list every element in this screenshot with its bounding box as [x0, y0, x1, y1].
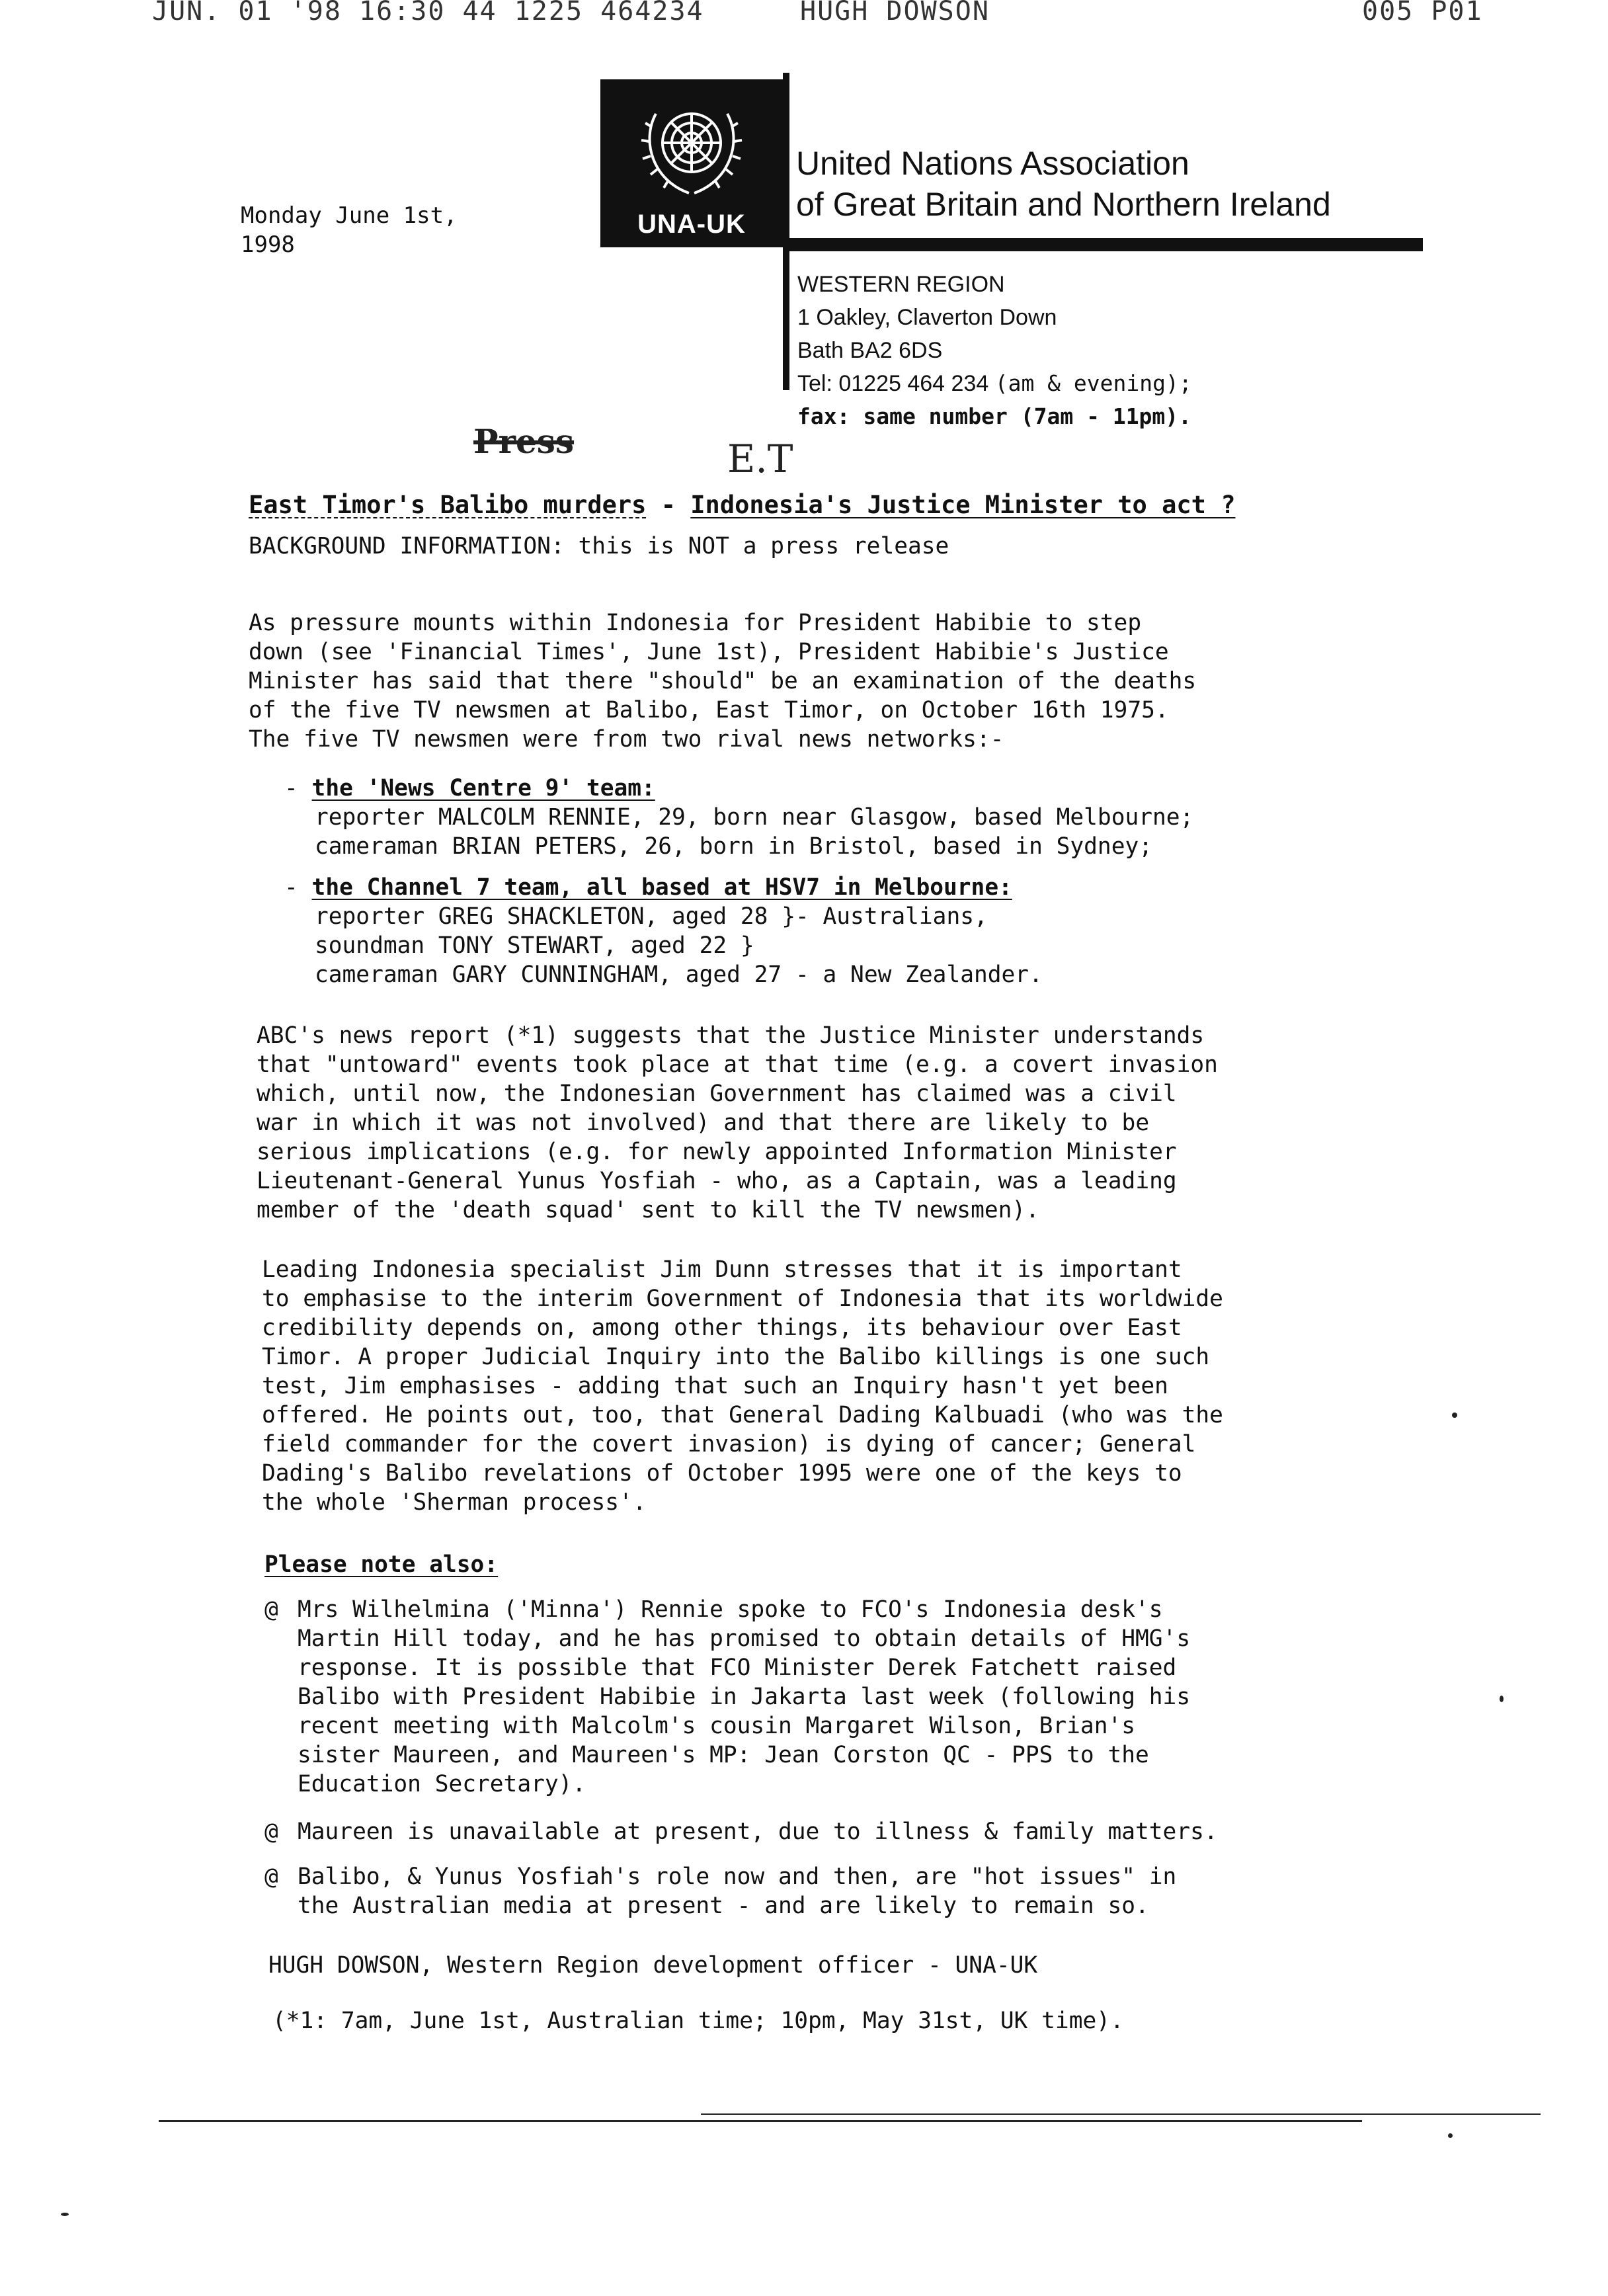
note-1-line: response. It is possible that FCO Minister Derek Fatchett raised: [298, 1655, 1177, 1681]
team-2-title: the Channel 7 team, all based at HSV7 in Melbourne:: [311, 874, 1012, 901]
bottom-rule-upper: [701, 2113, 1541, 2115]
paragraph-3-line: the whole 'Sherman process'.: [262, 1489, 647, 1516]
note-1-line: recent meeting with Malcolm's cousin Margaret Wilson, Brian's: [298, 1713, 1136, 1739]
paragraph-1-line: Minister has said that there "should" be an examination of the deaths: [249, 668, 1197, 694]
telephone-line: [797, 367, 1192, 400]
note-1-line: Martin Hill today, and he has promised to obtain details of HMG's: [298, 1625, 1191, 1652]
paragraph-3-line: offered. He points out, too, that General Dading Kalbuadi (who was the: [262, 1402, 1223, 1428]
paragraph-3-line: field commander for the covert invasion) is dying of cancer; General: [262, 1431, 1196, 1457]
note-bullet: @: [264, 1596, 278, 1623]
paragraph-2-line: which, until now, the Indonesian Government has claimed was a civil: [257, 1081, 1177, 1107]
paragraph-2-line: ABC's news report (*1) suggests that the Justice Minister understands: [257, 1022, 1205, 1049]
logo-text: UNA-UK: [637, 210, 746, 239]
address-block: [797, 268, 1192, 433]
organization-line-2: of Great Britain and Northern Ireland: [796, 186, 1331, 223]
note-1-line: Education Secretary).: [298, 1771, 586, 1797]
telephone-note: (am & evening);: [994, 370, 1192, 396]
subject-line: [249, 491, 1236, 519]
fax-line: fax: same number (7am - 11pm).: [797, 403, 1192, 429]
team-1-member: cameraman BRIAN PETERS, 26, born in Bristol, based in Sydney;: [315, 833, 1153, 860]
paragraph-2-line: that "untoward" events took place at that time (e.g. a covert invasion: [257, 1051, 1218, 1078]
team-1-bullet: -: [284, 775, 312, 801]
background-notice: BACKGROUND INFORMATION: this is NOT a press release: [249, 533, 949, 559]
paragraph-1-line: The five TV newsmen were from two rival news networks:-: [249, 726, 1004, 753]
team-2-member: reporter GREG SHACKLETON, aged 28 }- Australians,: [315, 903, 988, 930]
paragraph-3-line: credibility depends on, among other things, its behaviour over East: [262, 1315, 1182, 1341]
una-uk-logo: [600, 79, 783, 247]
fax-header-left: JUN. 01 '98 16:30 44 1225 464234: [152, 0, 704, 26]
team-1-title: the 'News Centre 9' team:: [311, 775, 655, 801]
subject-part-2: Indonesia's Justice Minister to act ?: [690, 491, 1236, 519]
paragraph-1-line: of the five TV newsmen at Balibo, East Timor, on October 16th 1975.: [249, 697, 1169, 723]
paragraph-1-line: As pressure mounts within Indonesia for President Habibie to step: [249, 610, 1142, 636]
paragraph-3-line: Timor. A proper Judicial Inquiry into the Balibo killings is one such: [262, 1344, 1210, 1370]
note-3-line: Balibo, & Yunus Yosfiah's role now and then, are "hot issues" in: [298, 1864, 1177, 1890]
paragraph-2-line: member of the 'death squad' sent to kill the TV newsmen).: [257, 1197, 1039, 1223]
telephone: Tel: 01225 464 234: [797, 371, 989, 396]
organization-name: [796, 143, 1331, 225]
note-3-line: the Australian media at present - and are likely to remain so.: [298, 1893, 1149, 1919]
region-name: WESTERN REGION: [797, 272, 1005, 297]
notes-heading: Please note also:: [264, 1551, 499, 1578]
paragraph-2-line: war in which it was not involved) and that there are likely to be: [257, 1110, 1150, 1136]
team-1-member: reporter MALCOLM RENNIE, 29, born near Glasgow, based Melbourne;: [315, 804, 1194, 831]
organization-line-1: United Nations Association: [796, 145, 1189, 182]
note-bullet: @: [264, 1864, 278, 1890]
scan-speck: [61, 2213, 69, 2216]
scan-speck: [1500, 1696, 1504, 1702]
paragraph-2-line: serious implications (e.g. for newly appointed Information Minister: [257, 1139, 1177, 1165]
paragraph-3-line: test, Jim emphasises - adding that such an Inquiry hasn't yet been: [262, 1373, 1168, 1399]
date-line-2: 1998: [241, 231, 295, 258]
footnote: (*1: 7am, June 1st, Australian time; 10pm, May 31st, UK time).: [272, 2008, 1124, 2034]
team-2-member: cameraman GARY CUNNINGHAM, aged 27 - a New Zealander.: [315, 962, 1043, 988]
date-line-1: Monday June 1st,: [241, 202, 458, 229]
note-1-line: sister Maureen, and Maureen's MP: Jean Corston QC - PPS to the: [298, 1742, 1149, 1768]
team-2-bullet: -: [284, 874, 312, 901]
street-address: 1 Oakley, Claverton Down: [797, 305, 1057, 330]
note-1-line: Balibo with President Habibie in Jakarta last week (following his: [298, 1684, 1191, 1710]
team-1-heading: [284, 775, 655, 801]
team-2-heading: [284, 874, 1012, 901]
subject-part-1: East Timor's Balibo murders: [249, 491, 647, 519]
paragraph-3-line: Dading's Balibo revelations of October 1995 were one of the keys to: [262, 1460, 1182, 1487]
note-bullet: @: [264, 1819, 278, 1845]
subject-separator: -: [646, 491, 691, 519]
team-2-member: soundman TONY STEWART, aged 22 }: [315, 932, 754, 959]
paragraph-3-line: Leading Indonesia specialist Jim Dunn stresses that it is important: [262, 1256, 1182, 1283]
paragraph-2-line: Lieutenant-General Yunus Yosfiah - who, as a Captain, was a leading: [257, 1168, 1177, 1194]
letterhead-horizontal-rule: [783, 238, 1423, 251]
letter-date: [241, 201, 458, 259]
fax-header-page: 005 P01: [1362, 0, 1483, 26]
bottom-rule: [159, 2120, 1362, 2122]
struck-handwritten-word: Press: [473, 422, 575, 461]
scan-speck: [1452, 1413, 1457, 1418]
un-emblem-icon: [632, 87, 751, 206]
city-postcode: Bath BA2 6DS: [797, 338, 943, 363]
letterhead-vertical-rule: [783, 73, 789, 390]
paragraph-3-line: to emphasise to the interim Government of Indonesia that its worldwide: [262, 1286, 1223, 1312]
note-1-line: Mrs Wilhelmina ('Minna') Rennie spoke to FCO's Indonesia desk's: [298, 1596, 1163, 1623]
scan-speck: [1448, 2133, 1453, 2138]
paragraph-1-line: down (see 'Financial Times', June 1st), President Habibie's Justice: [249, 639, 1169, 665]
handwritten-note: E.T: [727, 436, 793, 481]
signature-line: HUGH DOWSON, Western Region development officer - UNA-UK: [268, 1952, 1038, 1979]
fax-header-sender: HUGH DOWSON: [800, 0, 990, 26]
note-2-line: Maureen is unavailable at present, due to illness & family matters.: [298, 1819, 1218, 1845]
